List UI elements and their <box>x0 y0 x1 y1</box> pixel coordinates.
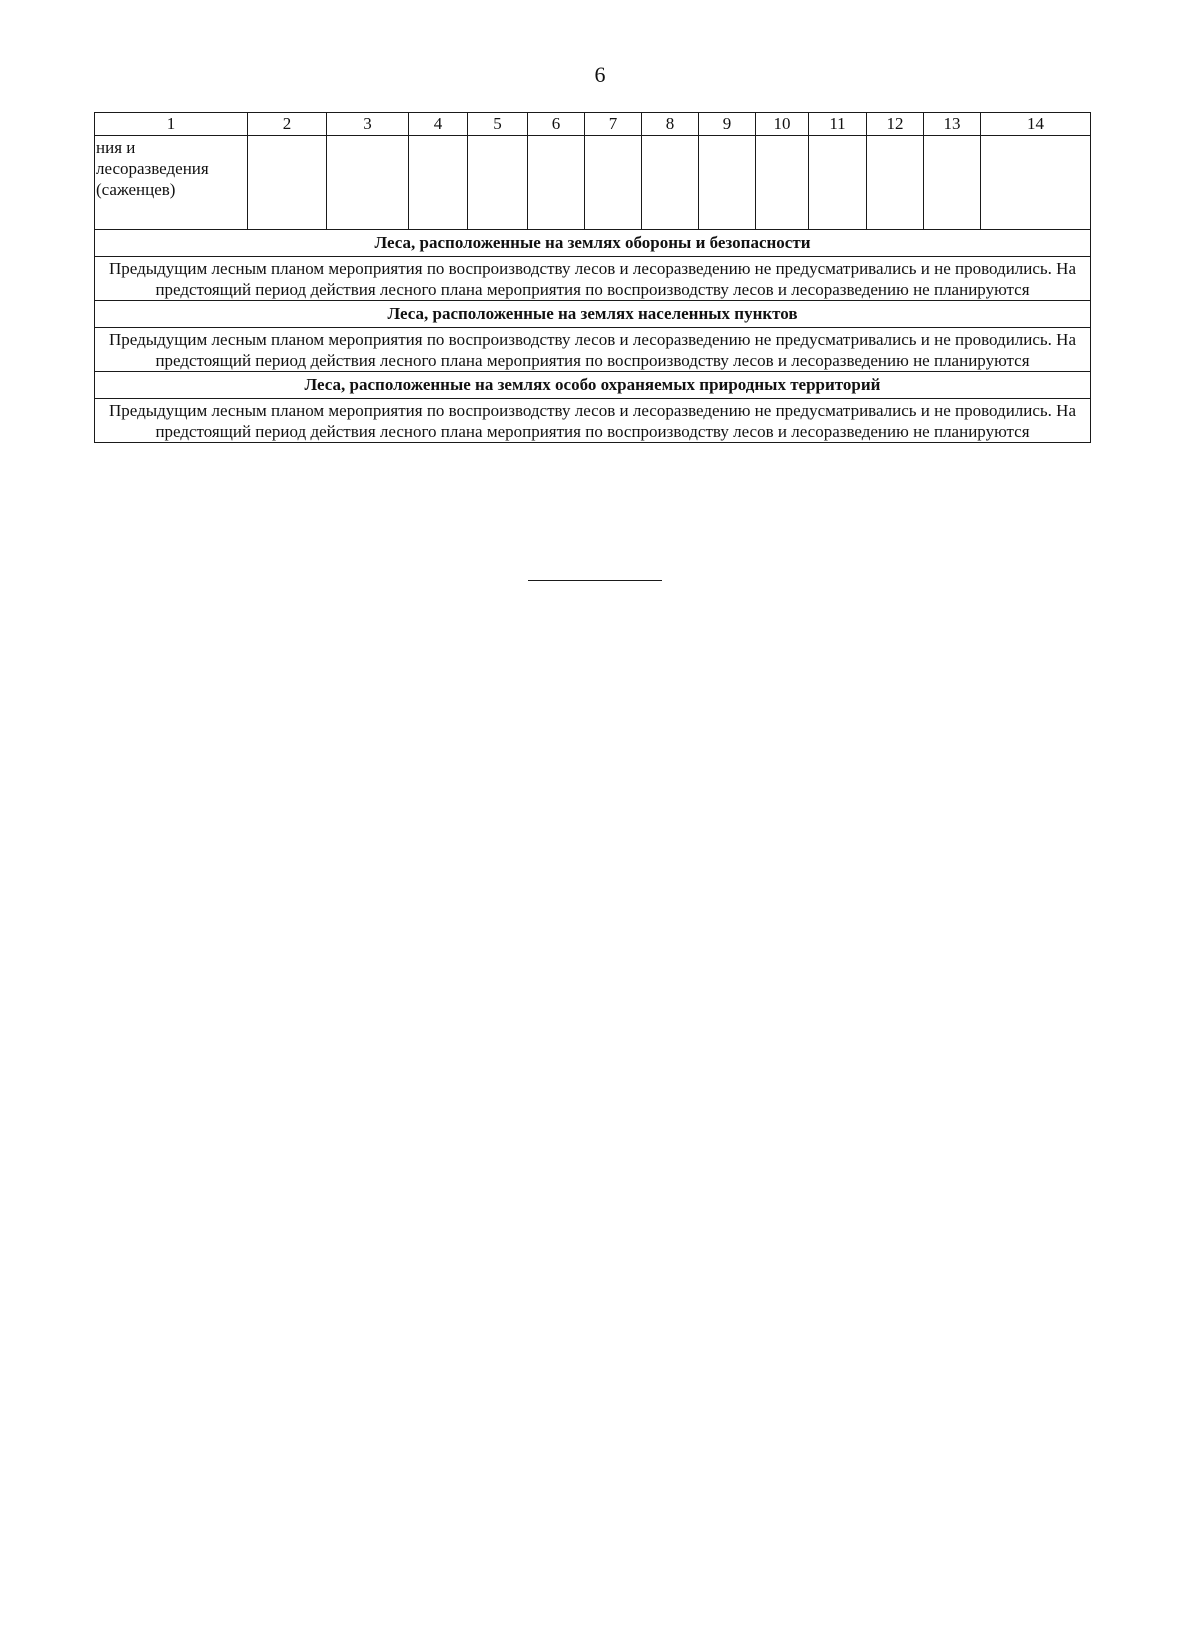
section-body-row <box>95 399 1091 443</box>
empty-cell <box>409 136 468 230</box>
column-number: 14 <box>981 113 1091 136</box>
empty-cell <box>585 136 642 230</box>
empty-cell <box>248 136 327 230</box>
section-text-settlements: Предыдущим лесным планом мероприятия по воспроизводству лесов и лесоразведению не предусматривались и не проводились. На предстоящий период действия лесного плана мероприятия по воспроизводству лесов и лесоразведению не планируются <box>95 328 1091 372</box>
reforestation-table <box>94 112 1091 443</box>
column-number: 3 <box>327 113 409 136</box>
column-number-row <box>95 113 1091 136</box>
empty-cell <box>327 136 409 230</box>
empty-cell <box>642 136 699 230</box>
column-number: 13 <box>924 113 981 136</box>
empty-cell <box>699 136 756 230</box>
column-number: 8 <box>642 113 699 136</box>
row-label-line: (саженцев) <box>96 180 176 199</box>
empty-cell <box>924 136 981 230</box>
section-title-defense: Леса, расположенные на землях обороны и безопасности <box>95 230 1091 257</box>
section-title-row <box>95 230 1091 257</box>
row-label-line: ния и <box>96 138 136 157</box>
empty-cell <box>528 136 585 230</box>
column-number: 6 <box>528 113 585 136</box>
section-title-row <box>95 372 1091 399</box>
column-number: 12 <box>867 113 924 136</box>
section-text-defense: Предыдущим лесным планом мероприятия по воспроизводству лесов и лесоразведению не предусматривались и не проводились. На предстоящий период действия лесного плана мероприятия по воспроизводству лесов и лесоразведению не планируются <box>95 257 1091 301</box>
page-number: 6 <box>594 62 606 87</box>
section-title-row <box>95 301 1091 328</box>
column-number: 11 <box>809 113 867 136</box>
column-number: 7 <box>585 113 642 136</box>
column-number: 1 <box>95 113 248 136</box>
empty-cell <box>468 136 528 230</box>
section-body-row <box>95 328 1091 372</box>
column-number: 2 <box>248 113 327 136</box>
column-number: 5 <box>468 113 528 136</box>
column-number: 9 <box>699 113 756 136</box>
column-number: 4 <box>409 113 468 136</box>
empty-cell <box>756 136 809 230</box>
column-number: 10 <box>756 113 809 136</box>
empty-cell <box>867 136 924 230</box>
empty-cell <box>981 136 1091 230</box>
row-label-cell <box>95 136 248 230</box>
row-label-line: лесоразведения <box>96 159 209 178</box>
empty-cell <box>809 136 867 230</box>
section-body-row <box>95 257 1091 301</box>
section-title-settlements: Леса, расположенные на землях населенных пунктов <box>95 301 1091 328</box>
end-of-document-rule <box>528 580 662 581</box>
continued-data-row <box>95 136 1091 230</box>
section-title-protected-areas: Леса, расположенные на землях особо охраняемых природных территорий <box>95 372 1091 399</box>
section-text-protected-areas: Предыдущим лесным планом мероприятия по воспроизводству лесов и лесоразведению не предусматривались и не проводились. На предстоящий период действия лесного плана мероприятия по воспроизводству лесов и лесоразведению не планируются <box>95 399 1091 443</box>
